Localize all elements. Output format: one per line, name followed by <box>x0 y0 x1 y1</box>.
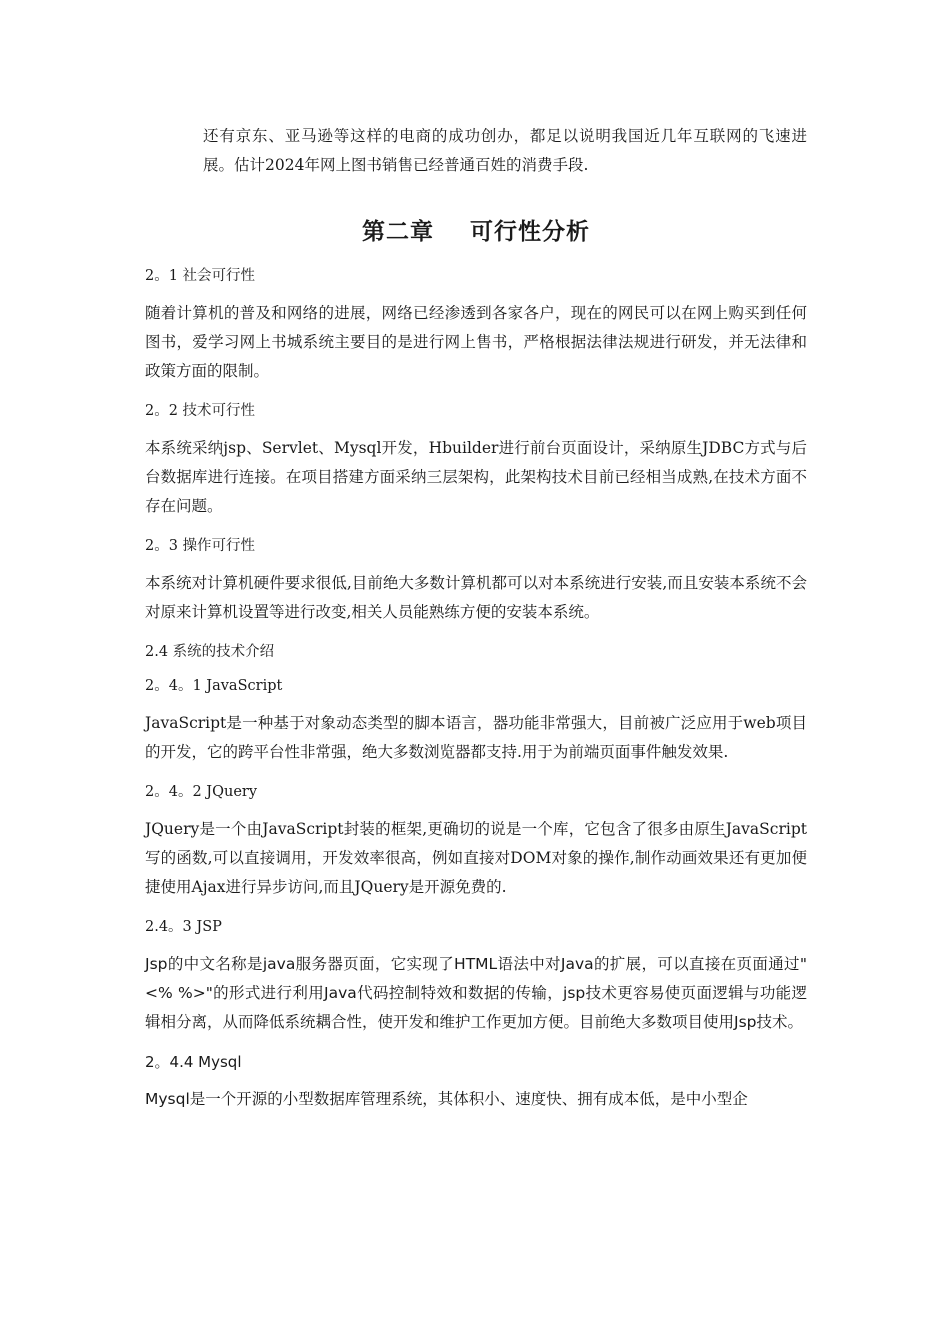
intro-paragraph: 还有京东、亚马逊等这样的电商的成功创办，都足以说明我国近几年互联网的飞速进展。估计2024年网上图书销售已经普通百姓的消费手段. <box>203 127 807 174</box>
section-heading-2-4-2: 2。4。2 JQuery <box>145 784 258 800</box>
section-heading-2-4-4: 2。4.4 Mysql <box>145 1053 242 1071</box>
document-page <box>145 122 807 1114</box>
section-body-2-4-3: Jsp的中文名称是java服务器页面，它实现了HTML语法中对Java的扩展，可以直接在页面通过"<% %>"的形式进行利用Java代码控制特效和数据的传输，jsp技术更容易使页面逻辑与功能逻辑相分离，从而降低系统耦合性，使开发和维护工作更加方便。目前绝大多数项目使用Jsp技术。 <box>145 955 807 1031</box>
section-heading-2-4: 2.4 系统的技术介绍 <box>145 644 275 660</box>
chapter-title: 第二章 可行性分析 <box>361 219 591 245</box>
section-body-2-4-1: JavaScript是一种基于对象动态类型的脚本语言，器功能非常强大，目前被广泛应用于web项目的开发，它的跨平台性非常强，绝大多数浏览器都支持.用于为前端页面事件触发效果. <box>145 714 807 761</box>
section-body-2-4-2: JQuery是一个由JavaScript封装的框架,更确切的说是一个库，它包含了很多由原生JavaScript写的函数,可以直接调用，开发效率很高，例如直接对DOM对象的操作,制作动画效果还有更加便捷使用Ajax进行异步访问,而且JQuery是开源免费的. <box>145 820 807 896</box>
section-body-2-4-4: Mysql是一个开源的小型数据库管理系统，其体积小、速度快、拥有成本低，是中小型企 <box>145 1090 748 1108</box>
section-body-2-1: 随着计算机的普及和网络的进展，网络已经渗透到各家各户，现在的网民可以在网上购买到任何图书，爱学习网上书城系统主要目的是进行网上售书，严格根据法律法规进行研发，并无法律和政策方面的限制。 <box>145 304 807 380</box>
section-body-2-3: 本系统对计算机硬件要求很低,目前绝大多数计算机都可以对本系统进行安装,而且安装本系统不会对原来计算机设置等进行改变,相关人员能熟练方便的安装本系统。 <box>145 574 807 621</box>
section-heading-2-1: 2。1 社会可行性 <box>145 268 256 284</box>
section-heading-2-4-3: 2.4。3 JSP <box>145 919 222 935</box>
section-heading-2-3: 2。3 操作可行性 <box>145 538 256 554</box>
section-heading-2-4-1: 2。4。1 JavaScript <box>145 678 283 694</box>
section-body-2-2: 本系统采纳jsp、Servlet、Mysql开发，Hbuilder进行前台页面设计，采纳原生JDBC方式与后台数据库进行连接。在项目搭建方面采纳三层架构，此架构技术目前已经相当成熟,在技术方面不存在问题。 <box>145 439 807 515</box>
section-heading-2-2: 2。2 技术可行性 <box>145 403 256 419</box>
